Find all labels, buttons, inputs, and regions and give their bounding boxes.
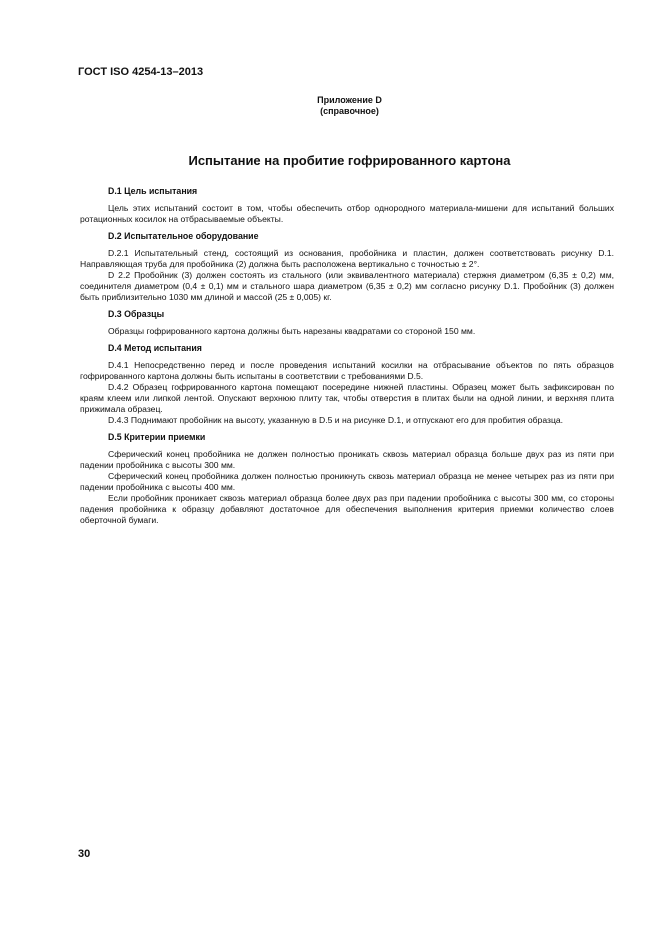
page-title: Испытание на пробитие гофрированного картона [188,153,511,168]
paragraph: Если пробойник проникает сквозь материал образца более двух раз при падении пробойника с высоты 300 мм, со стороны падения пробойника к образцу добавляют достаточное для обеспечения выполнения критерия приемки количество слоев оберточной бумаги. [80,493,614,525]
paragraph: D.2.1 Испытательный стенд, состоящий из основания, пробойника и пластин, должен соответствовать рисунку D.1. Направляющая труба для пробойника (2) должна быть расположена вертикально с точностью ± 2°. [80,248,614,269]
paragraph: Сферический конец пробойника должен полностью проникнуть сквозь материал образца не менее четырех раз из пяти при падении пробойника с высоты 400 мм. [80,471,614,492]
document-body [80,186,614,532]
appendix-note: (справочное) [320,106,379,116]
paragraph: Сферический конец пробойника не должен полностью проникать сквозь материал образца больше двух раз из пяти при падении пробойника с высоты 300 мм. [80,449,614,470]
appendix-label [0,95,661,117]
section-d1 [80,186,614,225]
document-code: ГОСТ ISO 4254-13–2013 [78,66,204,78]
paragraph: Образцы гофрированного картона должны быть нарезаны квадратами со стороной 150 мм. [108,326,476,336]
paragraph: D.4.2 Образец гофрированного картона помещают посередине нижней пластины. Образец может быть зафиксирован по краям клеем или липкой лентой. Опускают верхнюю плиту так, чтобы отверстия в плитах были на одной линии, и верхняя плита прижимала образец. [80,382,614,414]
appendix-title: Приложение D [317,95,382,105]
section-heading: D.1 Цель испытания [108,186,198,196]
section-heading: D.2 Испытательное оборудование [108,231,259,241]
section-heading: D.5 Критерии приемки [108,432,206,442]
section-d3 [80,309,614,337]
paragraph: D 2.2 Пробойник (3) должен состоять из стального (или эквивалентного материала) стержня диаметром (6,35 ± 0,2) мм, соединителя диаметром (0,4 ± 0,1) мм и стального шара диаметром (6,35 ± 0,2) мм согласно рисунку D.1. Пробойник (3) должен быть приблизительно 1030 мм длиной и массой (25 ± 0,005) кг. [80,270,614,302]
section-d2 [80,231,614,303]
paragraph: D.4.3 Поднимают пробойник на высоту, указанную в D.5 и на рисунке D.1, и отпускают его для пробития образца. [108,415,564,425]
paragraph: D.4.1 Непосредственно перед и после проведения испытаний косилки на отбрасывание объектов по пять образцов гофрированного картона должны быть испытаны в соответствии с требованиями D.5. [80,360,614,381]
section-heading: D.4 Метод испытания [108,343,202,353]
section-d4 [80,343,614,426]
paragraph: Цель этих испытаний состоит в том, чтобы обеспечить отбор однородного материала-мишени для испытаний больших ротационных косилок на отбрасываемые объекты. [80,203,614,224]
page-number: 30 [78,848,91,860]
section-d5 [80,432,614,526]
section-heading: D.3 Образцы [108,309,165,319]
